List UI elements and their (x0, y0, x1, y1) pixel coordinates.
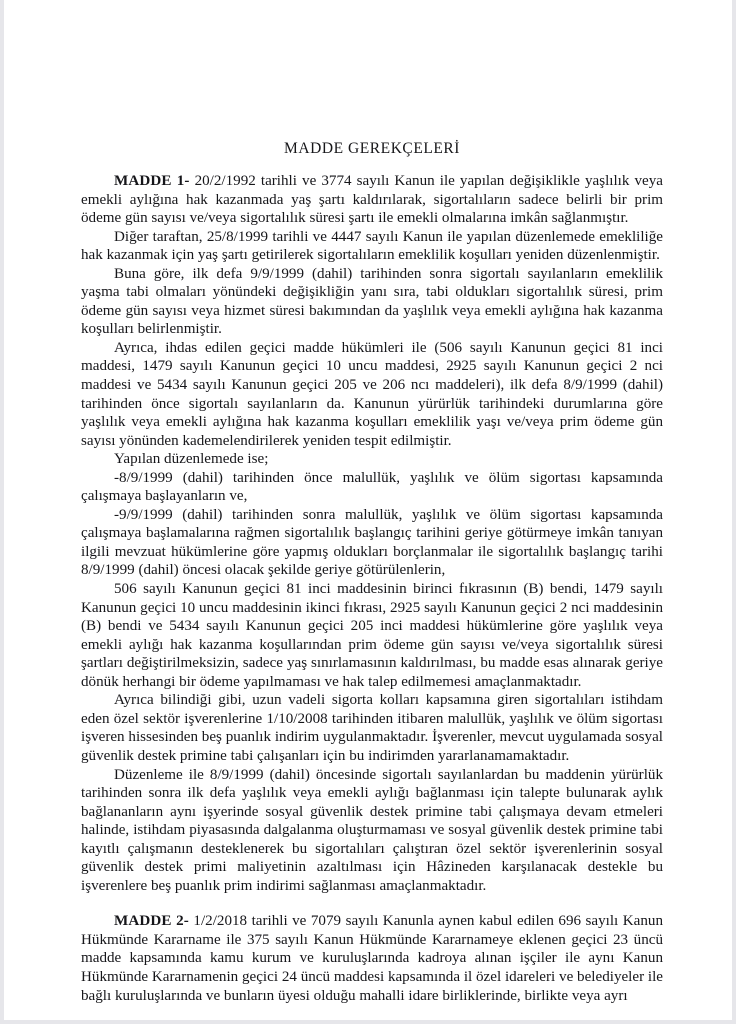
madde-1-intro-text: 20/2/1992 tarihli ve 3774 sayılı Kanun ile yapılan değişiklikle yaşlılık veya emekli aylığına hak kazanmada yaş şartı kaldırılarak, sigortalıların sadece belirli bir prim ödeme gün sayısı ve/veya sigortalılık süresi şartı ile emekli olmalarına imkân sağlanmıştır. (81, 173, 663, 227)
paragraph-madde1-6: -8/9/1999 (dahil) tarihinden önce malullük, yaşlılık ve ölüm sigortası kapsamında çalışmaya başlayanların ve, (81, 469, 663, 505)
madde-2-intro-text: 1/2/2018 tarihli ve 7079 sayılı Kanunla aynen kabul edilen 696 sayılı Kanun Hükmünde Kararname ile 375 sayılı Kanun Hükmünde Kararnameye eklenen geçici 23 üncü madde kapsamında kamu kurum ve kuruluşlarında kadroya alınan işçiler ile aynı Kanun Hükmünde Kararnamenin geçici 24 üncü maddesi kapsamında il özel idareleri ve belediyeler ile bağlı kuruluşlarında ve bunların üyesi olduğu mahalli idare birliklerinde, birlikte veya ayrı (81, 913, 663, 1004)
paragraph-madde1-10: Düzenleme ile 8/9/1999 (dahil) öncesinde sigortalı sayılanlardan bu maddenin yürürlük tarihinden sonra ilk defa yaşlılık veya emekli aylığı bağlanması için talepte bulunarak aylık bağlananların aynı işyerinde sosyal güvenlik destek primine tabi çalışmaya devam etmeleri halinde, istihdam piyasasında dalgalanma oluşturmaması ve sosyal güvenlik destek primine tabi kayıtlı çalışmanın desteklenerek bu sigortalıları çalıştıran özel sektör işverenlerinin sosyal güvenlik destek primi maliyetinin azaltılması için Hâzineden karşılanacak destekle bu işverenlere beş puanlık prim indirimi sağlanması amaçlanmaktadır. (81, 766, 663, 894)
madde-1-label: MADDE 1- (114, 173, 190, 189)
paragraph-madde1-8: 506 sayılı Kanunun geçici 81 inci maddesinin birinci fıkrasının (B) bendi, 1479 sayılı Kanunun geçici 10 uncu maddesinin ikinci fıkrası, 2925 sayılı Kanunun geçici 2 nci maddesinin (B) bendi ve 5434 sayılı Kanunun geçici 205 inci maddesi hükümlerine göre yaşlılık veya emekli aylığı hak kazanma koşullarından prim ödeme gün sayısı ve/veya sigortalılık süresi şartları değiştirilmeksizin, sadece yaş sınırlamasının kaldırılması, bu madde esas alınarak geriye dönük herhangi bir ödeme yapılmaması ve hak talep edilmemesi amaçlanmaktadır. (81, 581, 663, 690)
document-body (81, 172, 663, 1005)
paragraph-madde1-2: Diğer taraftan, 25/8/1999 tarihli ve 4447 sayılı Kanun ile yapılan düzenlemede emekliliğe hak kazanmak için yaş şartı getirilerek sigortalıların emeklilik koşulları yeniden düzenlenmiştir. (81, 228, 663, 264)
paragraph-madde1-7: -9/9/1999 (dahil) tarihinden sonra malullük, yaşlılık ve ölüm sigortası kapsamında çalışmaya başlamalarına rağmen sigortalılık başlangıç tarihini geriye götürmeye imkân tanıyan ilgili mevzuat hükümlerine göre yapmış oldukları borçlanmalar ile sigortalılık başlangıç tarihi 8/9/1999 (dahil) öncesi olacak şekilde geriye götürülenlerin, (81, 506, 663, 579)
paragraph-madde2-intro (81, 912, 663, 1005)
paragraph-madde1-4: Ayrıca, ihdas edilen geçici madde hükümleri ile (506 sayılı Kanunun geçici 81 inci maddesi, 1479 sayılı Kanunun geçici 10 uncu maddesi, 2925 sayılı Kanunun geçici 2 nci maddesi ve 5434 sayılı Kanunun geçici 205 ve 206 ncı maddeleri), ilk defa 8/9/1999 (dahil) tarihinden önce sigortalı sayılanların da. Kanunun yürürlük tarihindeki durumlarına göre yaşlılık veya emekli aylığına hak kazanma koşulları emeklilik yaşı ve/veya prim ödeme gün sayısı yönünden kademelendirilerek yeniden tespit edilmiştir. (81, 339, 663, 449)
page-text-area (81, 0, 663, 1024)
section-spacer (81, 895, 663, 912)
paragraph-madde1-3: Buna göre, ilk defa 9/9/1999 (dahil) tarihinden sonra sigortalı sayılanların emeklilik yaşma tabi olmaları yönündeki değişikliğin yanı sıra, tabi oldukları sigortalılık süresi, prim ödeme gün sayısı veya hizmet süresi bakımından da yaşlılık veya emekli aylığına hak kazanma koşulları belirlenmiştir. (81, 265, 663, 338)
madde-2-label: MADDE 2- (114, 913, 189, 930)
paragraph-madde1-5: Yapılan düzenlemede ise; (114, 451, 269, 468)
page-title: MADDE GEREKÇELERİ (284, 140, 460, 157)
paragraph-madde1-intro (81, 172, 663, 228)
paragraph-madde1-9: Ayrıca bilindiği gibi, uzun vadeli sigorta kolları kapsamına giren sigortalıları istihdam eden özel sektör işverenlerine 1/10/2008 tarihinden itibaren malullük, yaşlılık ve ölüm sigortası işveren hissesinden beş puanlık indirim uygulanmaktadır. İşverenler, mevcut uygulamada sosyal güvenlik destek primine tabi çalışanları için bu indirimden yararlanamamaktadır. (81, 692, 663, 764)
